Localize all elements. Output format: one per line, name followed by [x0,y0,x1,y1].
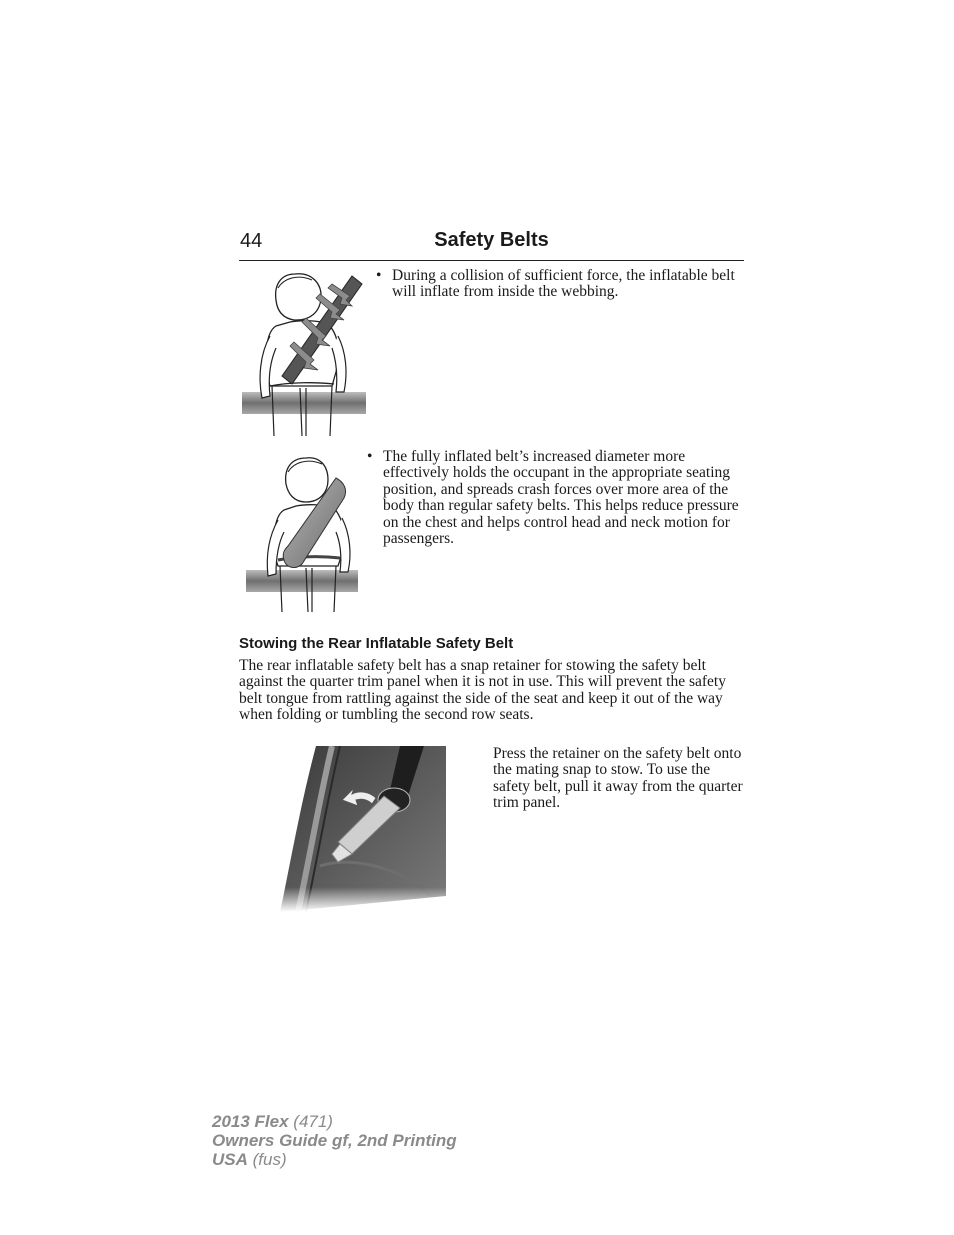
section-paragraph: The rear inflatable safety belt has a snap retainer for stowing the safety belt against the quarter trim panel when it is not in use. This will prevent the safety belt tongue from rattling against the side of the seat and keep it out of the way when folding or tumbling the second row seats. [239,657,726,724]
bullet-marker: • [367,448,373,465]
illustration-belt-inflating [240,266,368,436]
page-footer [212,1112,457,1169]
page-header [239,228,744,261]
footer-model: 2013 Flex [212,1112,289,1131]
section-heading: Stowing the Rear Inflatable Safety Belt [239,635,514,652]
illustration-belt-inflated [244,452,360,612]
footer-market-code: (fus) [247,1150,287,1169]
footer-market: USA [212,1150,248,1169]
bullet-item [367,449,747,547]
footer-guide: Owners Guide gf, 2nd Printing [212,1131,457,1150]
footer-model-code: (471) [288,1112,333,1131]
stow-instruction: Press the retainer on the safety belt onto the mating snap to stow. To use the safety belt, pull it away from the quarter trim panel. [493,745,743,812]
bullet-item [376,268,746,301]
illustration-belt-retainer [280,746,446,912]
page-title: Safety Belts [434,229,549,251]
page-number: 44 [240,230,263,252]
bullet-marker: • [376,267,382,284]
bullet-text: During a collision of sufficient force, the inflatable belt will inflate from inside the webbing. [392,267,735,301]
bullet-text: The fully inflated belt’s increased diameter more effectively holds the occupant in the appropriate seating position, and spreads crash forces over more area of the body than regular safety belts. This helps reduce pressure on the chest and helps control head and neck motion for passengers. [383,448,739,548]
